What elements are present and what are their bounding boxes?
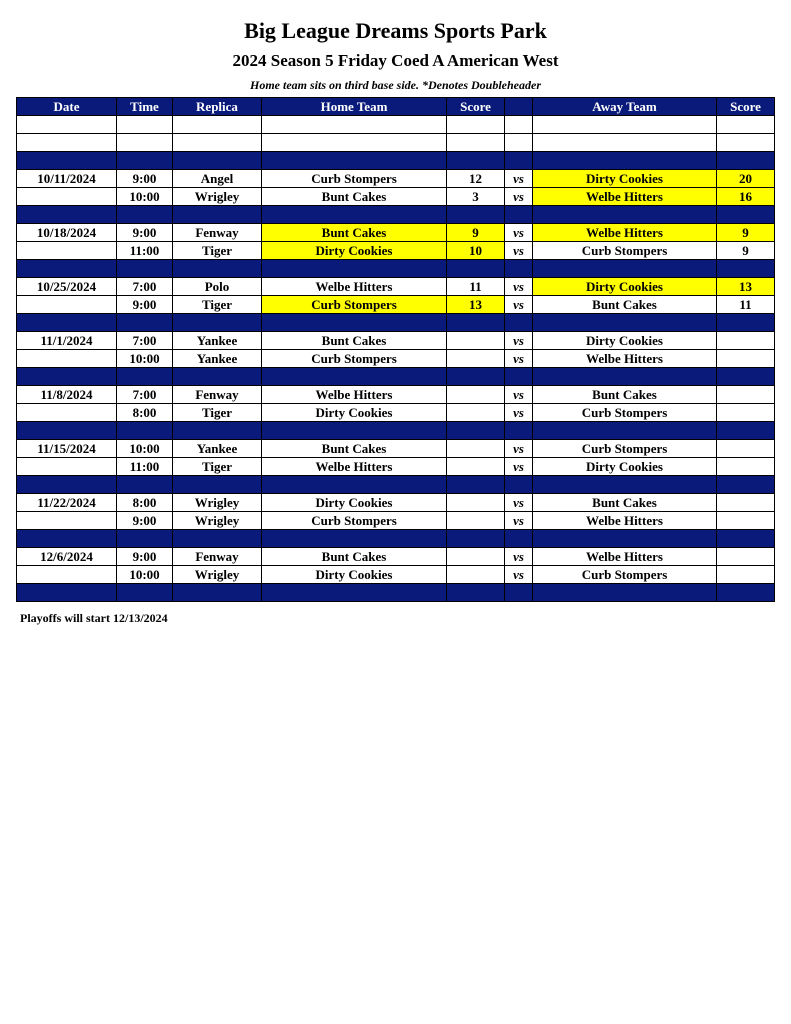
separator-cell [505, 422, 533, 440]
separator-cell [173, 152, 262, 170]
separator-cell [447, 314, 505, 332]
away-team: Welbe Hitters [533, 224, 717, 242]
separator-cell [717, 206, 775, 224]
game-date [17, 512, 117, 530]
away-score [717, 350, 775, 368]
vs-label: vs [505, 188, 533, 206]
separator-cell [717, 260, 775, 278]
game-row [17, 170, 775, 188]
away-score [717, 512, 775, 530]
home-team: Curb Stompers [262, 350, 447, 368]
game-row [17, 278, 775, 296]
vs-label: vs [505, 350, 533, 368]
separator-cell [505, 260, 533, 278]
game-time: 9:00 [117, 170, 173, 188]
game-row [17, 350, 775, 368]
separator-cell [533, 530, 717, 548]
away-score: 13 [717, 278, 775, 296]
separator-cell [117, 152, 173, 170]
blank-row [17, 134, 775, 152]
separator-cell [17, 368, 117, 386]
schedule-body [17, 116, 775, 602]
game-time: 7:00 [117, 332, 173, 350]
separator-cell [447, 260, 505, 278]
home-score [447, 440, 505, 458]
away-score [717, 494, 775, 512]
separator-cell [447, 152, 505, 170]
separator-cell [447, 530, 505, 548]
col-header-time: Time [117, 98, 173, 116]
playoffs-note: Playoffs will start 12/13/2024 [20, 611, 168, 625]
game-date: 10/11/2024 [17, 170, 117, 188]
away-score [717, 332, 775, 350]
col-header-away-team: Away Team [533, 98, 717, 116]
separator-cell [117, 530, 173, 548]
away-team: Welbe Hitters [533, 188, 717, 206]
game-time: 9:00 [117, 512, 173, 530]
separator-cell [533, 206, 717, 224]
home-team: Curb Stompers [262, 170, 447, 188]
separator-cell [117, 476, 173, 494]
home-team: Dirty Cookies [262, 566, 447, 584]
away-team: Curb Stompers [533, 404, 717, 422]
separator-cell [717, 314, 775, 332]
home-score [447, 458, 505, 476]
header-row [17, 98, 775, 116]
week-separator-row [17, 314, 775, 332]
week-separator-row [17, 260, 775, 278]
separator-cell [117, 314, 173, 332]
game-replica: Polo [173, 278, 262, 296]
home-team: Welbe Hitters [262, 386, 447, 404]
separator-cell [533, 476, 717, 494]
game-row [17, 440, 775, 458]
week-separator-row [17, 152, 775, 170]
game-date [17, 566, 117, 584]
away-score [717, 548, 775, 566]
week-separator-row [17, 368, 775, 386]
game-row [17, 404, 775, 422]
game-time: 11:00 [117, 458, 173, 476]
game-replica: Wrigley [173, 566, 262, 584]
home-score: 9 [447, 224, 505, 242]
home-score [447, 548, 505, 566]
away-score [717, 404, 775, 422]
game-date [17, 404, 117, 422]
game-row [17, 512, 775, 530]
separator-cell [533, 368, 717, 386]
separator-cell [173, 368, 262, 386]
game-replica: Fenway [173, 224, 262, 242]
away-team: Curb Stompers [533, 242, 717, 260]
separator-cell [717, 152, 775, 170]
game-date [17, 188, 117, 206]
separator-cell [505, 314, 533, 332]
col-header-date: Date [17, 98, 117, 116]
vs-label: vs [505, 404, 533, 422]
home-team: Bunt Cakes [262, 548, 447, 566]
separator-cell [533, 314, 717, 332]
separator-cell [17, 314, 117, 332]
game-date: 12/6/2024 [17, 548, 117, 566]
schedule-note: Home team sits on third base side. *Denotes Doubleheader [250, 78, 541, 92]
home-team: Curb Stompers [262, 296, 447, 314]
vs-label: vs [505, 242, 533, 260]
separator-cell [17, 584, 117, 602]
game-replica: Fenway [173, 548, 262, 566]
separator-cell [173, 530, 262, 548]
separator-cell [505, 152, 533, 170]
col-header-replica: Replica [173, 98, 262, 116]
game-row [17, 242, 775, 260]
separator-cell [447, 584, 505, 602]
separator-cell [262, 152, 447, 170]
separator-cell [117, 584, 173, 602]
game-replica: Yankee [173, 440, 262, 458]
away-team: Curb Stompers [533, 566, 717, 584]
away-team: Welbe Hitters [533, 350, 717, 368]
separator-cell [533, 422, 717, 440]
separator-cell [262, 530, 447, 548]
separator-cell [173, 314, 262, 332]
vs-label: vs [505, 278, 533, 296]
game-time: 7:00 [117, 386, 173, 404]
away-score: 11 [717, 296, 775, 314]
game-date [17, 296, 117, 314]
home-score [447, 404, 505, 422]
separator-cell [173, 206, 262, 224]
game-row [17, 386, 775, 404]
away-score [717, 386, 775, 404]
game-time: 10:00 [117, 350, 173, 368]
away-score [717, 566, 775, 584]
home-team: Dirty Cookies [262, 242, 447, 260]
separator-cell [717, 584, 775, 602]
col-header-home-team: Home Team [262, 98, 447, 116]
col-header-away-score: Score [717, 98, 775, 116]
separator-cell [262, 422, 447, 440]
separator-cell [505, 530, 533, 548]
vs-label: vs [505, 224, 533, 242]
home-score: 3 [447, 188, 505, 206]
separator-cell [505, 206, 533, 224]
separator-cell [17, 260, 117, 278]
separator-cell [262, 368, 447, 386]
away-team: Dirty Cookies [533, 458, 717, 476]
separator-cell [117, 260, 173, 278]
vs-label: vs [505, 296, 533, 314]
game-replica: Yankee [173, 350, 262, 368]
game-row [17, 224, 775, 242]
game-replica: Tiger [173, 404, 262, 422]
away-score: 9 [717, 242, 775, 260]
away-team: Curb Stompers [533, 440, 717, 458]
separator-cell [17, 476, 117, 494]
game-replica: Tiger [173, 458, 262, 476]
home-team: Bunt Cakes [262, 440, 447, 458]
game-time: 11:00 [117, 242, 173, 260]
away-team: Dirty Cookies [533, 170, 717, 188]
away-score [717, 458, 775, 476]
game-time: 9:00 [117, 548, 173, 566]
separator-cell [533, 152, 717, 170]
game-replica: Wrigley [173, 494, 262, 512]
game-date: 11/1/2024 [17, 332, 117, 350]
game-date [17, 458, 117, 476]
away-score [717, 440, 775, 458]
week-separator-row [17, 422, 775, 440]
separator-cell [262, 206, 447, 224]
away-score: 20 [717, 170, 775, 188]
game-replica: Tiger [173, 296, 262, 314]
game-time: 8:00 [117, 404, 173, 422]
week-separator-row [17, 530, 775, 548]
away-score: 9 [717, 224, 775, 242]
separator-cell [447, 422, 505, 440]
schedule-table [16, 97, 775, 602]
game-time: 10:00 [117, 440, 173, 458]
separator-cell [505, 368, 533, 386]
separator-cell [447, 476, 505, 494]
game-date: 10/18/2024 [17, 224, 117, 242]
col-header-home-score: Score [447, 98, 505, 116]
separator-cell [262, 314, 447, 332]
week-separator-row [17, 584, 775, 602]
separator-cell [117, 422, 173, 440]
game-date: 11/22/2024 [17, 494, 117, 512]
away-team: Bunt Cakes [533, 386, 717, 404]
vs-label: vs [505, 440, 533, 458]
game-date: 11/8/2024 [17, 386, 117, 404]
separator-cell [717, 476, 775, 494]
week-separator-row [17, 206, 775, 224]
vs-label: vs [505, 170, 533, 188]
page-subtitle: 2024 Season 5 Friday Coed A American West [232, 51, 559, 70]
away-team: Dirty Cookies [533, 332, 717, 350]
vs-label: vs [505, 494, 533, 512]
away-team: Welbe Hitters [533, 548, 717, 566]
separator-cell [262, 584, 447, 602]
home-score [447, 350, 505, 368]
col-header-vs [505, 98, 533, 116]
separator-cell [17, 422, 117, 440]
game-replica: Angel [173, 170, 262, 188]
home-team: Dirty Cookies [262, 494, 447, 512]
separator-cell [173, 260, 262, 278]
game-row [17, 332, 775, 350]
separator-cell [505, 584, 533, 602]
game-time: 10:00 [117, 188, 173, 206]
home-score: 10 [447, 242, 505, 260]
away-team: Welbe Hitters [533, 512, 717, 530]
home-score [447, 386, 505, 404]
home-score [447, 332, 505, 350]
home-score: 12 [447, 170, 505, 188]
away-score: 16 [717, 188, 775, 206]
game-time: 9:00 [117, 296, 173, 314]
separator-cell [717, 422, 775, 440]
home-team: Dirty Cookies [262, 404, 447, 422]
vs-label: vs [505, 548, 533, 566]
game-replica: Fenway [173, 386, 262, 404]
away-team: Dirty Cookies [533, 278, 717, 296]
game-time: 7:00 [117, 278, 173, 296]
game-replica: Yankee [173, 332, 262, 350]
home-score [447, 494, 505, 512]
game-date [17, 242, 117, 260]
away-team: Bunt Cakes [533, 494, 717, 512]
vs-label: vs [505, 386, 533, 404]
separator-cell [17, 530, 117, 548]
home-team: Bunt Cakes [262, 188, 447, 206]
separator-cell [173, 422, 262, 440]
separator-cell [262, 260, 447, 278]
game-date: 10/25/2024 [17, 278, 117, 296]
home-score: 11 [447, 278, 505, 296]
game-row [17, 566, 775, 584]
separator-cell [173, 584, 262, 602]
separator-cell [717, 530, 775, 548]
vs-label: vs [505, 458, 533, 476]
home-team: Bunt Cakes [262, 332, 447, 350]
home-team: Welbe Hitters [262, 278, 447, 296]
game-row [17, 188, 775, 206]
separator-cell [533, 260, 717, 278]
page-title: Big League Dreams Sports Park [244, 18, 547, 43]
separator-cell [262, 476, 447, 494]
home-score [447, 512, 505, 530]
game-row [17, 494, 775, 512]
home-team: Bunt Cakes [262, 224, 447, 242]
separator-cell [533, 584, 717, 602]
home-team: Welbe Hitters [262, 458, 447, 476]
separator-cell [117, 368, 173, 386]
vs-label: vs [505, 332, 533, 350]
game-replica: Wrigley [173, 512, 262, 530]
vs-label: vs [505, 566, 533, 584]
separator-cell [447, 368, 505, 386]
separator-cell [717, 368, 775, 386]
home-score: 13 [447, 296, 505, 314]
game-replica: Wrigley [173, 188, 262, 206]
blank-row [17, 116, 775, 134]
separator-cell [173, 476, 262, 494]
game-time: 9:00 [117, 224, 173, 242]
away-team: Bunt Cakes [533, 296, 717, 314]
game-date [17, 350, 117, 368]
separator-cell [17, 206, 117, 224]
game-row [17, 458, 775, 476]
separator-cell [505, 476, 533, 494]
game-row [17, 296, 775, 314]
separator-cell [447, 206, 505, 224]
game-time: 10:00 [117, 566, 173, 584]
separator-cell [17, 152, 117, 170]
week-separator-row [17, 476, 775, 494]
separator-cell [117, 206, 173, 224]
home-score [447, 566, 505, 584]
game-replica: Tiger [173, 242, 262, 260]
game-row [17, 548, 775, 566]
game-date: 11/15/2024 [17, 440, 117, 458]
game-time: 8:00 [117, 494, 173, 512]
home-team: Curb Stompers [262, 512, 447, 530]
vs-label: vs [505, 512, 533, 530]
